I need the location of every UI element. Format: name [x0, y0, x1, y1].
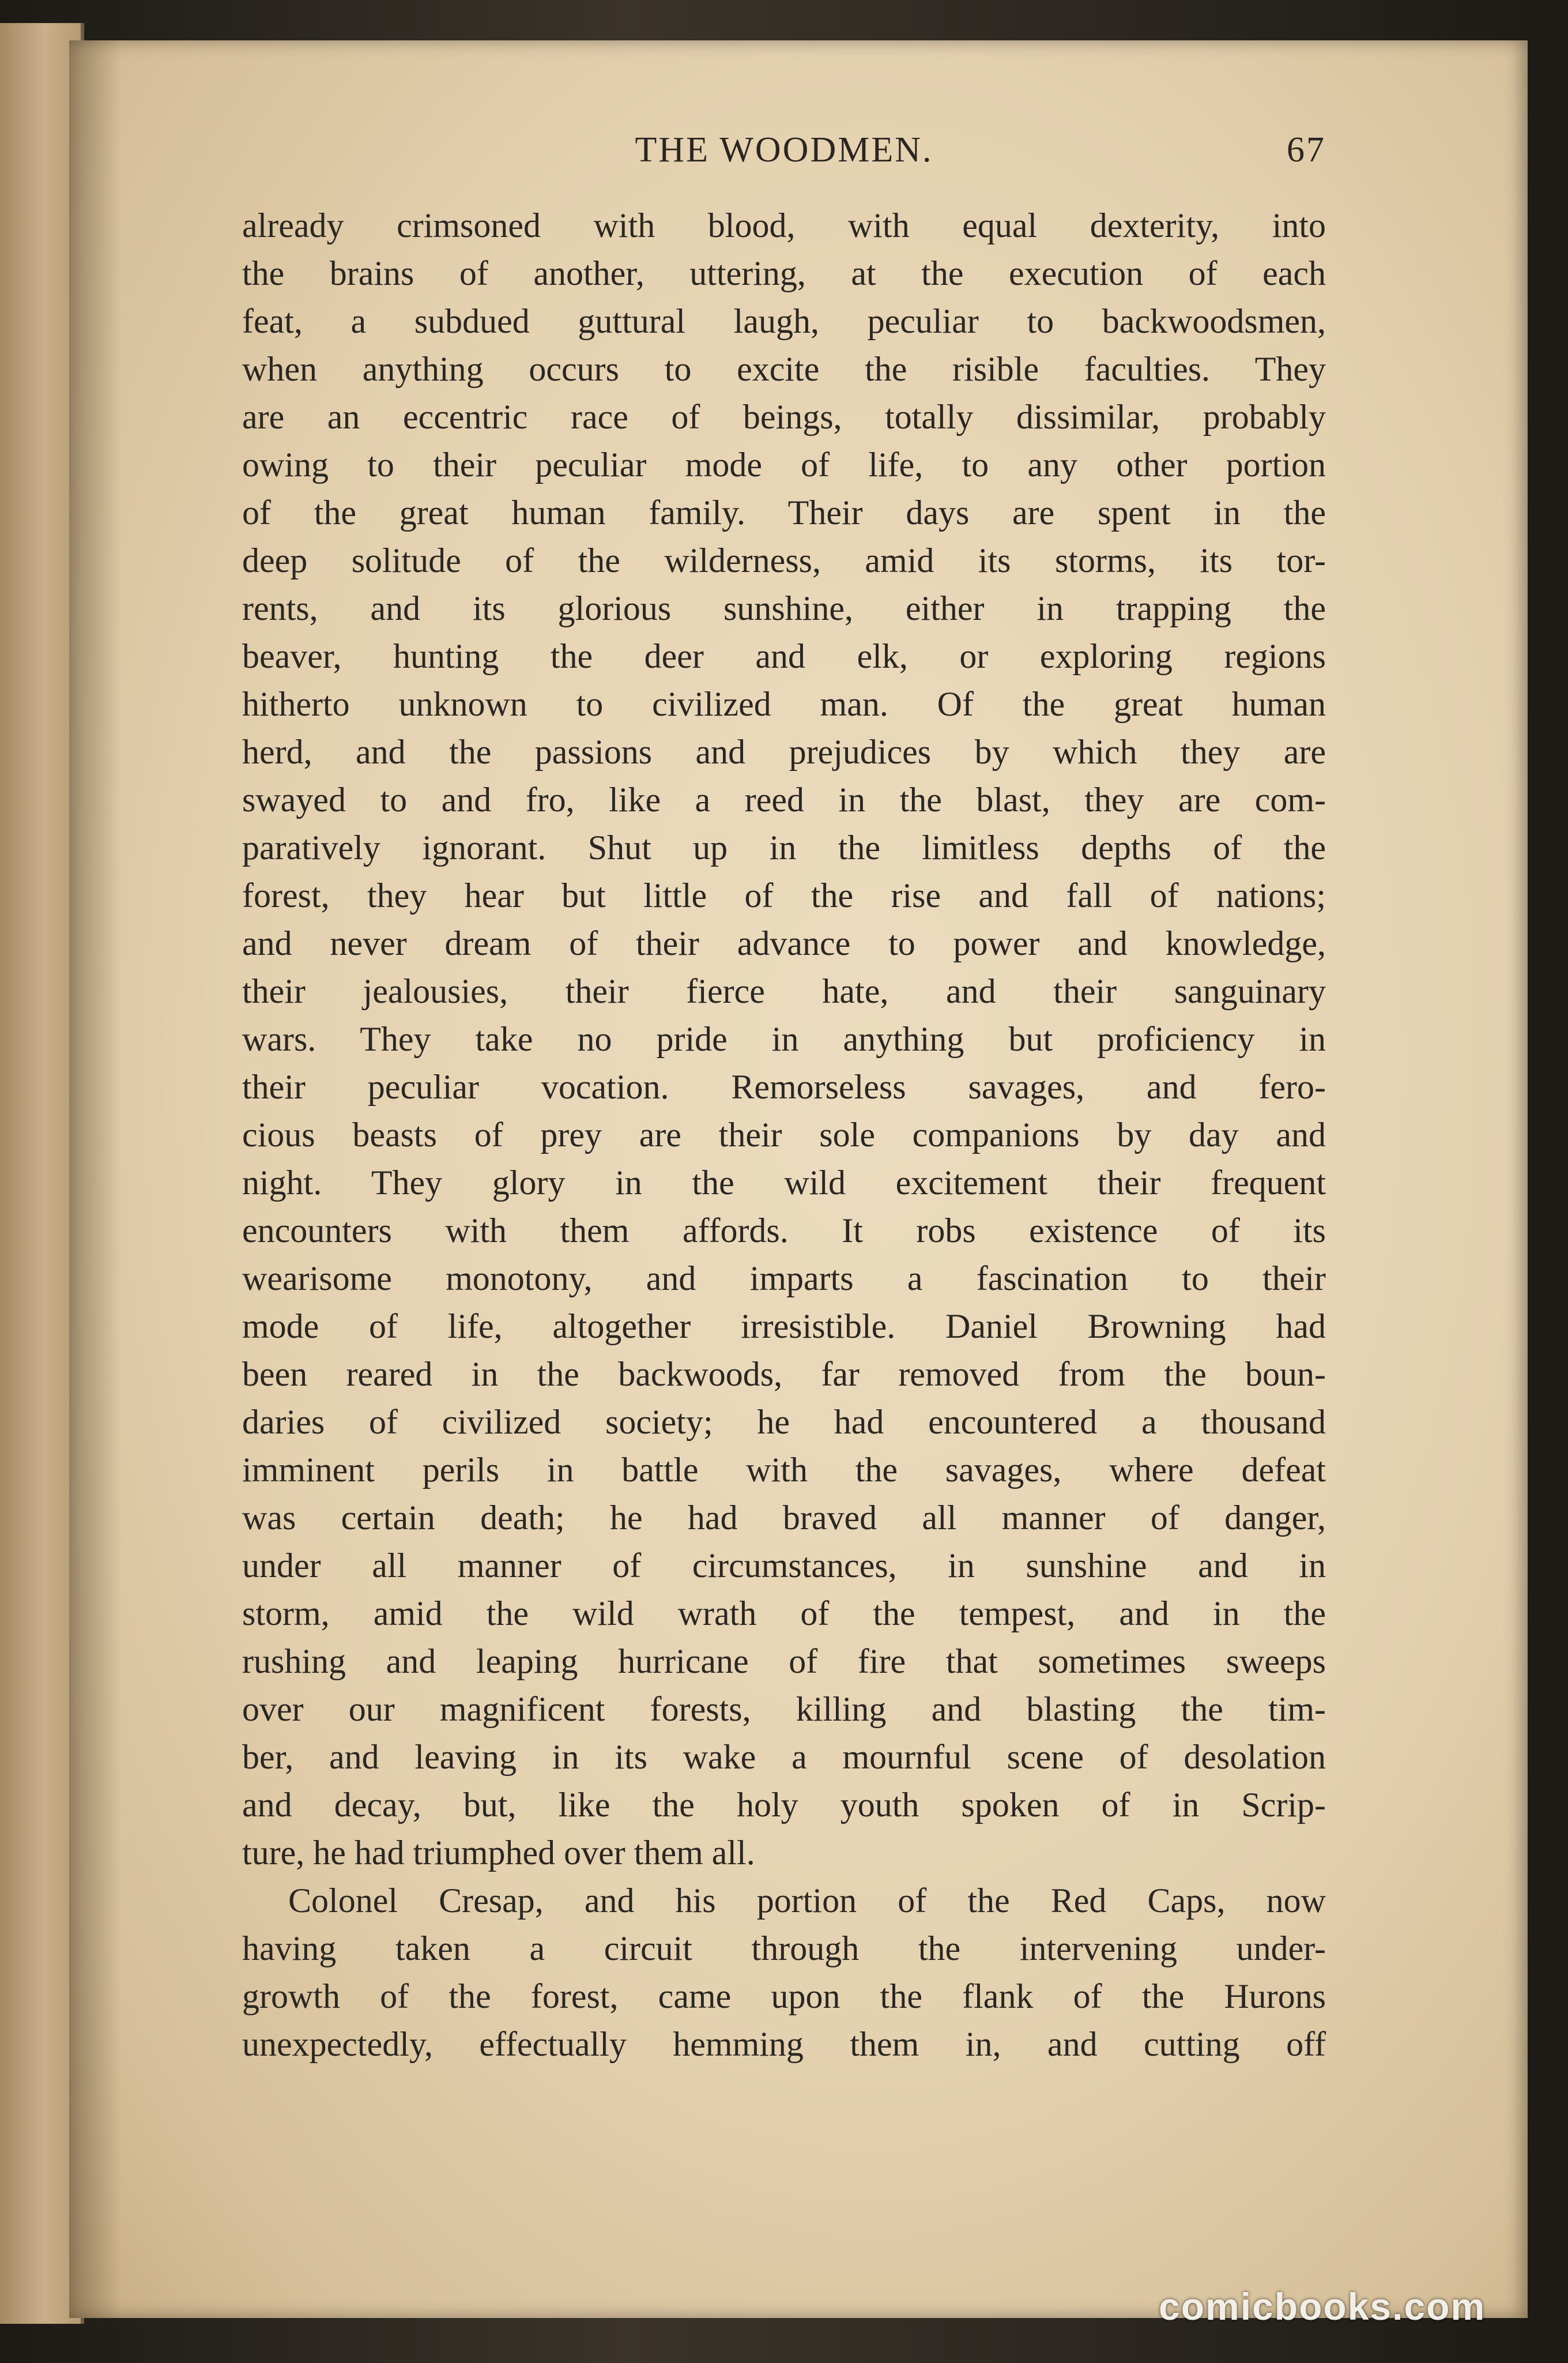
- text-line: been reared in the backwoods, far removed from the boun-: [242, 1355, 1326, 1393]
- text-line: ber, and leaving in its wake a mournful scene of desolation: [242, 1738, 1326, 1776]
- text-line: mode of life, altogether irresistible. Daniel Browning had: [242, 1307, 1326, 1345]
- text-line: their jealousies, their fierce hate, and their sanguinary: [242, 972, 1326, 1010]
- text-line: feat, a subdued guttural laugh, peculiar to backwoodsmen,: [242, 302, 1326, 340]
- watermark: comicbooks.com: [1159, 2285, 1486, 2328]
- text-line: their peculiar vocation. Remorseless savages, and fero-: [242, 1068, 1326, 1106]
- text-line: having taken a circuit through the intervening under-: [242, 1929, 1326, 1967]
- page-number: 67: [1287, 130, 1326, 170]
- text-line: rents, and its glorious sunshine, either in trapping the: [242, 589, 1326, 627]
- text-line: deep solitude of the wilderness, amid its storms, its tor-: [242, 541, 1326, 580]
- text-line: already crimsoned with blood, with equal dexterity, into: [242, 206, 1326, 244]
- text-line: and decay, but, like the holy youth spoken of in Scrip-: [242, 1786, 1326, 1824]
- text-line: herd, and the passions and prejudices by which they are: [242, 733, 1326, 771]
- running-header: [242, 130, 1326, 193]
- text-line: imminent perils in battle with the savages, where defeat: [242, 1451, 1326, 1489]
- page-gutter-shadow: [69, 40, 121, 2318]
- text-line: forest, they hear but little of the rise and fall of nations;: [242, 876, 1326, 915]
- text-line: growth of the forest, came upon the flank of the Hurons: [242, 1977, 1326, 2015]
- text-line: ture, he had triumphed over them all.: [242, 1834, 755, 1872]
- text-line: night. They glory in the wild excitement their frequent: [242, 1164, 1326, 1202]
- text-line: unexpectedly, effectually hemming them in, and cutting off: [242, 2025, 1326, 2063]
- text-line: when anything occurs to excite the risible faculties. They: [242, 350, 1326, 388]
- text-line: storm, amid the wild wrath of the tempest, and in the: [242, 1594, 1326, 1632]
- text-line: paratively ignorant. Shut up in the limitless depths of the: [242, 829, 1326, 867]
- body-text: [242, 202, 1326, 2068]
- text-line: wearisome monotony, and imparts a fascination to their: [242, 1259, 1326, 1297]
- text-line: swayed to and fro, like a reed in the blast, they are com-: [242, 781, 1326, 819]
- text-line: are an eccentric race of beings, totally dissimilar, probably: [242, 398, 1326, 436]
- text-line: encounters with them affords. It robs existence of its: [242, 1211, 1326, 1250]
- text-line: hitherto unknown to civilized man. Of the great human: [242, 685, 1326, 723]
- text-line: daries of civilized society; he had encountered a thousand: [242, 1403, 1326, 1441]
- text-line: rushing and leaping hurricane of fire that sometimes sweeps: [242, 1642, 1326, 1680]
- text-line: cious beasts of prey are their sole companions by day and: [242, 1116, 1326, 1154]
- text-line: of the great human family. Their days are spent in the: [242, 494, 1326, 532]
- text-line: over our magnificent forests, killing and blasting the tim-: [242, 1690, 1326, 1728]
- text-line: beaver, hunting the deer and elk, or exploring regions: [242, 637, 1326, 675]
- text-line: owing to their peculiar mode of life, to any other portion: [242, 446, 1326, 484]
- running-title: THE WOODMEN.: [635, 130, 933, 170]
- text-line: the brains of another, uttering, at the execution of each: [242, 254, 1326, 292]
- text-line: wars. They take no pride in anything but proficiency in: [242, 1020, 1326, 1058]
- paragraph-first-line: Colonel Cresap, and his portion of the Red Caps, now: [288, 1882, 1326, 1920]
- text-line: and never dream of their advance to power and knowledge,: [242, 924, 1326, 962]
- text-line: was certain death; he had braved all manner of danger,: [242, 1499, 1326, 1537]
- text-line: under all manner of circumstances, in sunshine and in: [242, 1547, 1326, 1585]
